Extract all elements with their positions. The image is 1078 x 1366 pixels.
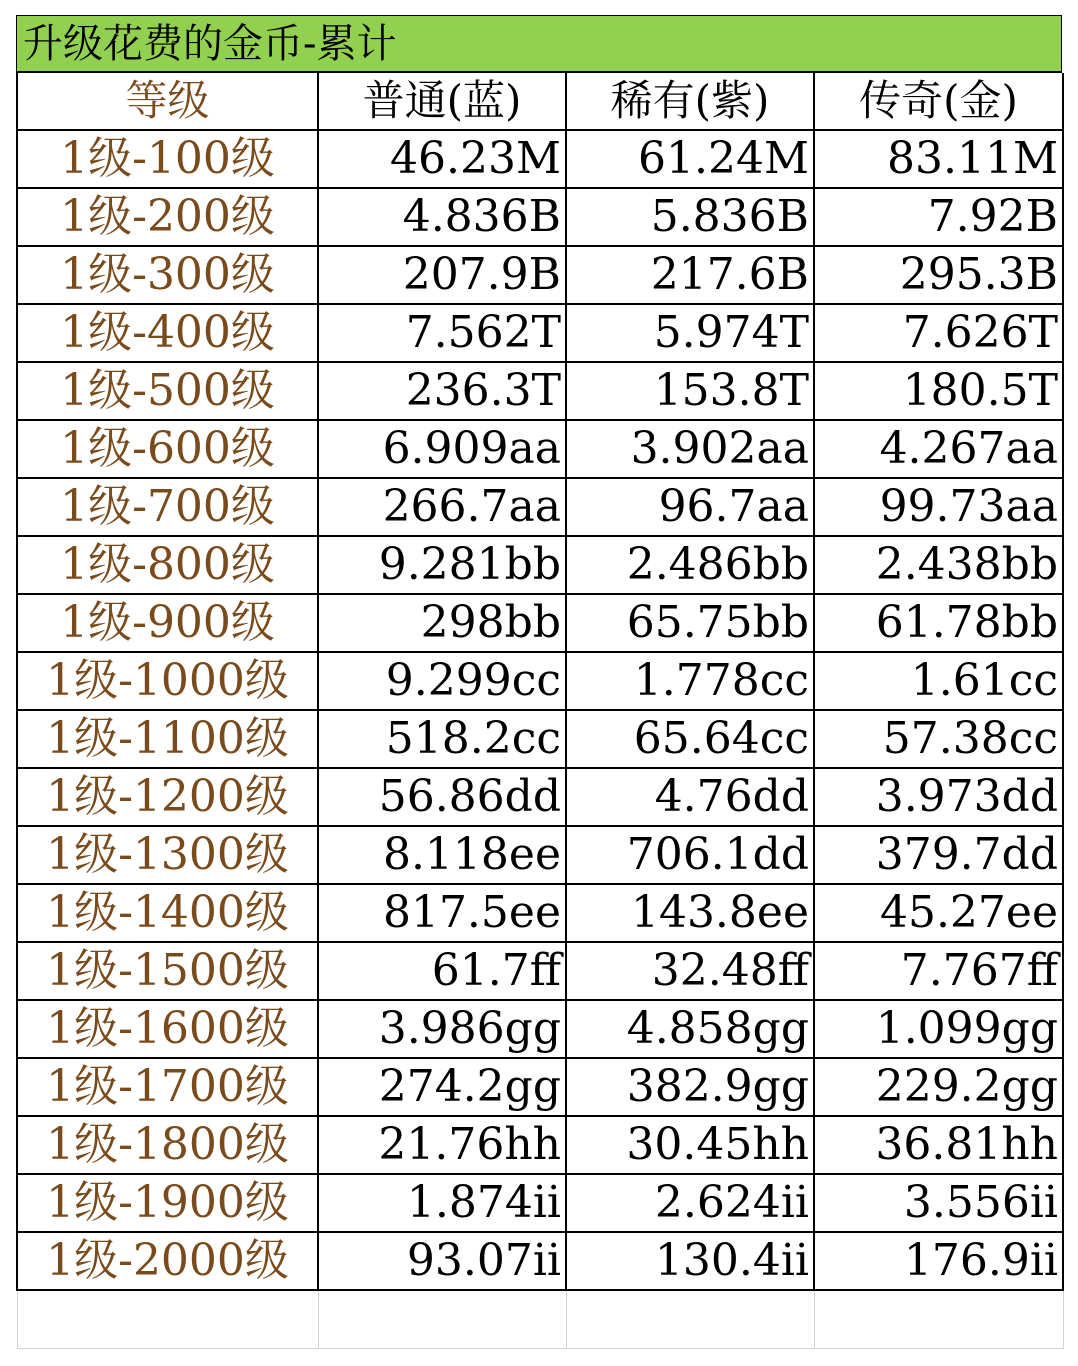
- legendary-cost-cell[interactable]: 7.767ff: [814, 942, 1063, 1000]
- level-cell[interactable]: 1级-1900级: [17, 1174, 318, 1232]
- spreadsheet: [16, 15, 1062, 1349]
- level-cell[interactable]: 1级-2000级: [17, 1232, 318, 1290]
- legendary-cost-cell[interactable]: 83.11M: [814, 130, 1063, 188]
- rare-cost-cell[interactable]: 5.974T: [566, 304, 814, 362]
- table-row: [17, 130, 1063, 188]
- header-row: [17, 73, 1063, 130]
- common-cost-cell[interactable]: 298bb: [318, 594, 566, 652]
- rare-cost-cell[interactable]: 217.6B: [566, 246, 814, 304]
- table-row: [17, 884, 1063, 942]
- legendary-cost-cell[interactable]: 176.9ii: [814, 1232, 1063, 1290]
- table-row: [17, 652, 1063, 710]
- legendary-cost-cell[interactable]: 1.61cc: [814, 652, 1063, 710]
- level-cell[interactable]: 1级-100级: [17, 130, 318, 188]
- header-common[interactable]: 普通(蓝): [318, 73, 566, 130]
- rare-cost-cell[interactable]: 2.624ii: [566, 1174, 814, 1232]
- level-cell[interactable]: 1级-1800级: [17, 1116, 318, 1174]
- common-cost-cell[interactable]: 9.281bb: [318, 536, 566, 594]
- common-cost-cell[interactable]: 817.5ee: [318, 884, 566, 942]
- table-row: [17, 768, 1063, 826]
- empty-cell[interactable]: [566, 1290, 814, 1348]
- empty-row: [17, 1290, 1063, 1348]
- common-cost-cell[interactable]: 6.909aa: [318, 420, 566, 478]
- table-row: [17, 420, 1063, 478]
- legendary-cost-cell[interactable]: 295.3B: [814, 246, 1063, 304]
- level-cell[interactable]: 1级-400级: [17, 304, 318, 362]
- level-cell[interactable]: 1级-900级: [17, 594, 318, 652]
- table-row: [17, 246, 1063, 304]
- header-legendary[interactable]: 传奇(金): [814, 73, 1063, 130]
- common-cost-cell[interactable]: 207.9B: [318, 246, 566, 304]
- level-cell[interactable]: 1级-600级: [17, 420, 318, 478]
- table-row: [17, 942, 1063, 1000]
- rare-cost-cell[interactable]: 1.778cc: [566, 652, 814, 710]
- table-row: [17, 478, 1063, 536]
- common-cost-cell[interactable]: 46.23M: [318, 130, 566, 188]
- common-cost-cell[interactable]: 4.836B: [318, 188, 566, 246]
- rare-cost-cell[interactable]: 153.8T: [566, 362, 814, 420]
- rare-cost-cell[interactable]: 706.1dd: [566, 826, 814, 884]
- rare-cost-cell[interactable]: 3.902aa: [566, 420, 814, 478]
- common-cost-cell[interactable]: 266.7aa: [318, 478, 566, 536]
- header-rare[interactable]: 稀有(紫): [566, 73, 814, 130]
- level-cell[interactable]: 1级-1600级: [17, 1000, 318, 1058]
- table-row: [17, 1174, 1063, 1232]
- level-cell[interactable]: 1级-1700级: [17, 1058, 318, 1116]
- legendary-cost-cell[interactable]: 99.73aa: [814, 478, 1063, 536]
- common-cost-cell[interactable]: 21.76hh: [318, 1116, 566, 1174]
- common-cost-cell[interactable]: 1.874ii: [318, 1174, 566, 1232]
- level-cell[interactable]: 1级-300级: [17, 246, 318, 304]
- rare-cost-cell[interactable]: 2.486bb: [566, 536, 814, 594]
- level-cell[interactable]: 1级-800级: [17, 536, 318, 594]
- table-row: [17, 1232, 1063, 1290]
- level-cell[interactable]: 1级-700级: [17, 478, 318, 536]
- legendary-cost-cell[interactable]: 229.2gg: [814, 1058, 1063, 1116]
- common-cost-cell[interactable]: 274.2gg: [318, 1058, 566, 1116]
- rare-cost-cell[interactable]: 65.75bb: [566, 594, 814, 652]
- table-row: [17, 1116, 1063, 1174]
- rare-cost-cell[interactable]: 4.858gg: [566, 1000, 814, 1058]
- rare-cost-cell[interactable]: 4.76dd: [566, 768, 814, 826]
- rare-cost-cell[interactable]: 143.8ee: [566, 884, 814, 942]
- rare-cost-cell[interactable]: 130.4ii: [566, 1232, 814, 1290]
- legendary-cost-cell[interactable]: 3.973dd: [814, 768, 1063, 826]
- legendary-cost-cell[interactable]: 7.626T: [814, 304, 1063, 362]
- table-row: [17, 304, 1063, 362]
- level-cell[interactable]: 1级-1500级: [17, 942, 318, 1000]
- empty-cell[interactable]: [17, 1290, 318, 1348]
- level-cell[interactable]: 1级-500级: [17, 362, 318, 420]
- rare-cost-cell[interactable]: 61.24M: [566, 130, 814, 188]
- rare-cost-cell[interactable]: 30.45hh: [566, 1116, 814, 1174]
- legendary-cost-cell[interactable]: 180.5T: [814, 362, 1063, 420]
- level-cell[interactable]: 1级-1000级: [17, 652, 318, 710]
- rare-cost-cell[interactable]: 5.836B: [566, 188, 814, 246]
- upgrade-cost-table: [16, 73, 1064, 1349]
- table-row: [17, 826, 1063, 884]
- common-cost-cell[interactable]: 518.2cc: [318, 710, 566, 768]
- rare-cost-cell[interactable]: 96.7aa: [566, 478, 814, 536]
- level-cell[interactable]: 1级-200级: [17, 188, 318, 246]
- legendary-cost-cell[interactable]: 1.099gg: [814, 1000, 1063, 1058]
- table-row: [17, 1000, 1063, 1058]
- common-cost-cell[interactable]: 7.562T: [318, 304, 566, 362]
- rare-cost-cell[interactable]: 32.48ff: [566, 942, 814, 1000]
- table-row: [17, 362, 1063, 420]
- empty-cell[interactable]: [318, 1290, 566, 1348]
- legendary-cost-cell[interactable]: 57.38cc: [814, 710, 1063, 768]
- legendary-cost-cell[interactable]: 4.267aa: [814, 420, 1063, 478]
- table-row: [17, 710, 1063, 768]
- table-row: [17, 188, 1063, 246]
- common-cost-cell[interactable]: 9.299cc: [318, 652, 566, 710]
- level-cell[interactable]: 1级-1300级: [17, 826, 318, 884]
- common-cost-cell[interactable]: 61.7ff: [318, 942, 566, 1000]
- common-cost-cell[interactable]: 236.3T: [318, 362, 566, 420]
- empty-cell[interactable]: [814, 1290, 1063, 1348]
- sheet-title[interactable]: 升级花费的金币-累计: [16, 15, 1062, 73]
- header-level[interactable]: 等级: [17, 73, 318, 130]
- common-cost-cell[interactable]: 93.07ii: [318, 1232, 566, 1290]
- level-cell[interactable]: 1级-1400级: [17, 884, 318, 942]
- table-row: [17, 536, 1063, 594]
- table-row: [17, 594, 1063, 652]
- legendary-cost-cell[interactable]: 7.92B: [814, 188, 1063, 246]
- common-cost-cell[interactable]: 56.86dd: [318, 768, 566, 826]
- legendary-cost-cell[interactable]: 379.7dd: [814, 826, 1063, 884]
- table-row: [17, 1058, 1063, 1116]
- legendary-cost-cell[interactable]: 45.27ee: [814, 884, 1063, 942]
- legendary-cost-cell[interactable]: 3.556ii: [814, 1174, 1063, 1232]
- level-cell[interactable]: 1级-1200级: [17, 768, 318, 826]
- common-cost-cell[interactable]: 8.118ee: [318, 826, 566, 884]
- legendary-cost-cell[interactable]: 36.81hh: [814, 1116, 1063, 1174]
- rare-cost-cell[interactable]: 65.64cc: [566, 710, 814, 768]
- rare-cost-cell[interactable]: 382.9gg: [566, 1058, 814, 1116]
- common-cost-cell[interactable]: 3.986gg: [318, 1000, 566, 1058]
- level-cell[interactable]: 1级-1100级: [17, 710, 318, 768]
- legendary-cost-cell[interactable]: 2.438bb: [814, 536, 1063, 594]
- legendary-cost-cell[interactable]: 61.78bb: [814, 594, 1063, 652]
